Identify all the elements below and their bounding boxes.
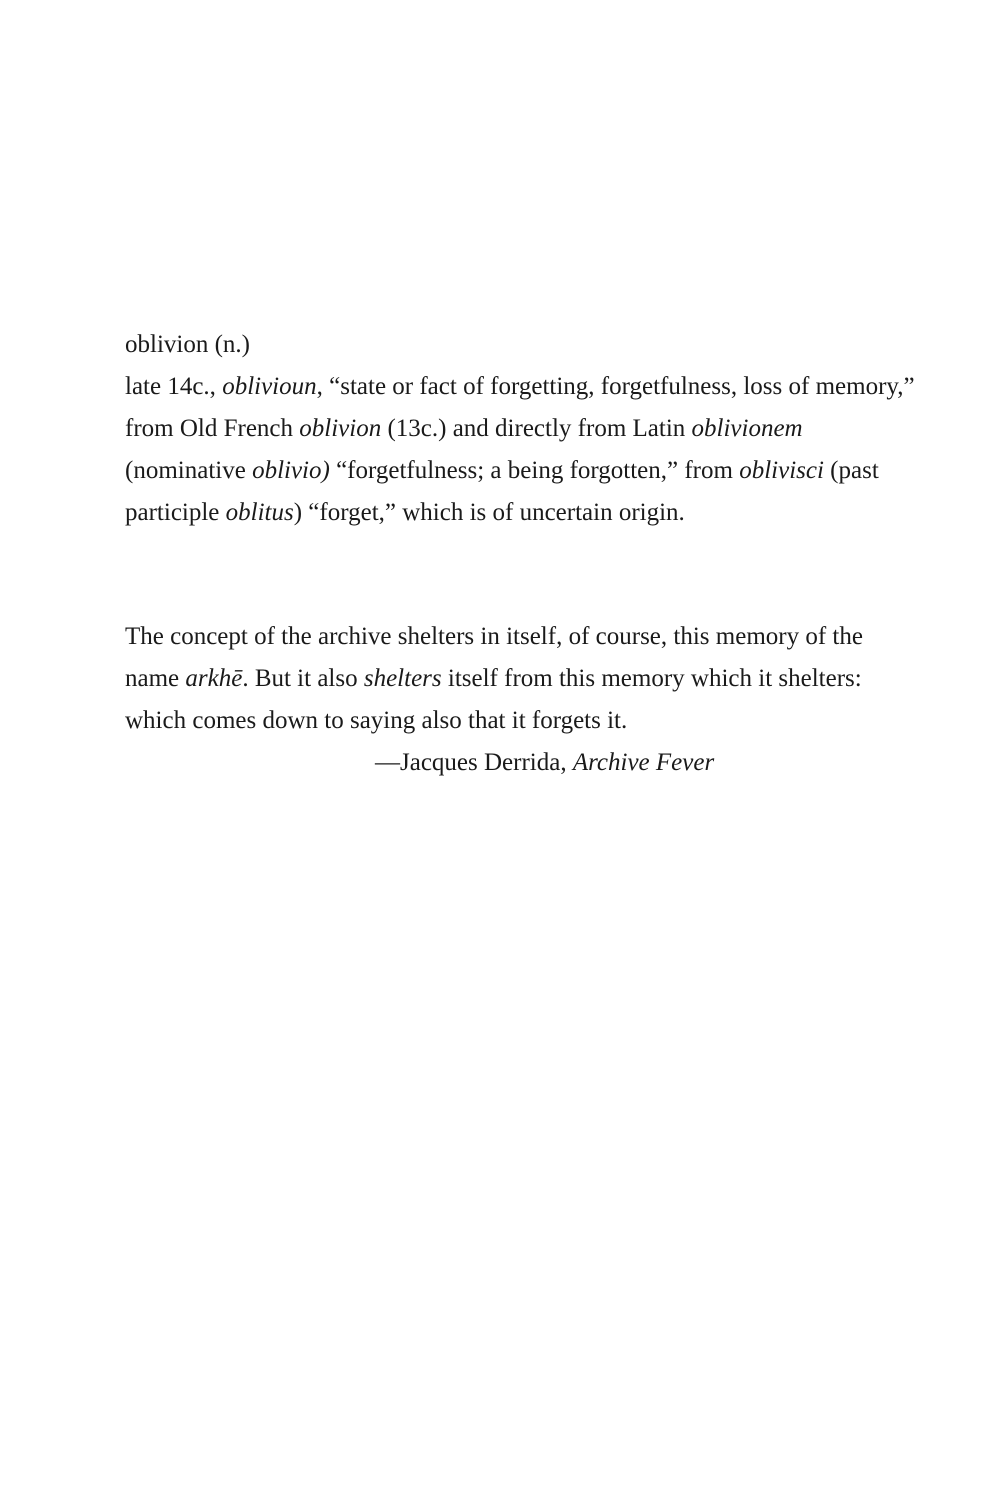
entry-line [125,492,885,534]
text-run: (nominative [125,457,253,484]
text-run: which comes down to saying also that it forgets it. [125,707,628,734]
text-run: from Old French [125,415,300,442]
italic-text: oblivioun [222,373,317,400]
italic-text: arkhē [185,665,243,692]
italic-text: oblitus [225,499,294,526]
attribution-work-title: Archive Fever [572,749,715,776]
entry-headword: oblivion (n.) [125,331,250,358]
italic-text: shelters [363,665,442,692]
text-run: . But it also [242,665,364,692]
quote-line [125,700,885,742]
text-run: The concept of the archive shelters in itself, of course, this memory of the [125,623,863,650]
text-run: participle [125,499,226,526]
text-run: itself from this memory which it shelters: [441,665,862,692]
entry-line [125,450,885,492]
attribution-author: —Jacques Derrida, [375,749,573,776]
text-run: late 14c., [125,373,223,400]
quote-line [125,616,885,658]
italic-text: oblivisci [739,457,824,484]
entry-line [125,366,915,408]
text-run: (past [823,457,879,484]
epigraph-quote [125,616,885,784]
entry-line [125,408,885,450]
text-run: name [125,665,186,692]
text-run: ) “forget,” which is of uncertain origin. [293,499,685,526]
italic-text: oblivion [299,415,382,442]
italic-text: oblivio) [252,457,330,484]
text-run: “forgetfulness; a being forgotten,” from [329,457,740,484]
dictionary-entry [125,324,915,534]
text-run: , “state or fact of forgetting, forgetfulness, loss of memory,” [316,373,915,400]
quote-line [125,658,885,700]
text-run: (13c.) and directly from Latin [381,415,692,442]
italic-text: oblivionem [691,415,803,442]
quote-attribution [125,742,885,784]
